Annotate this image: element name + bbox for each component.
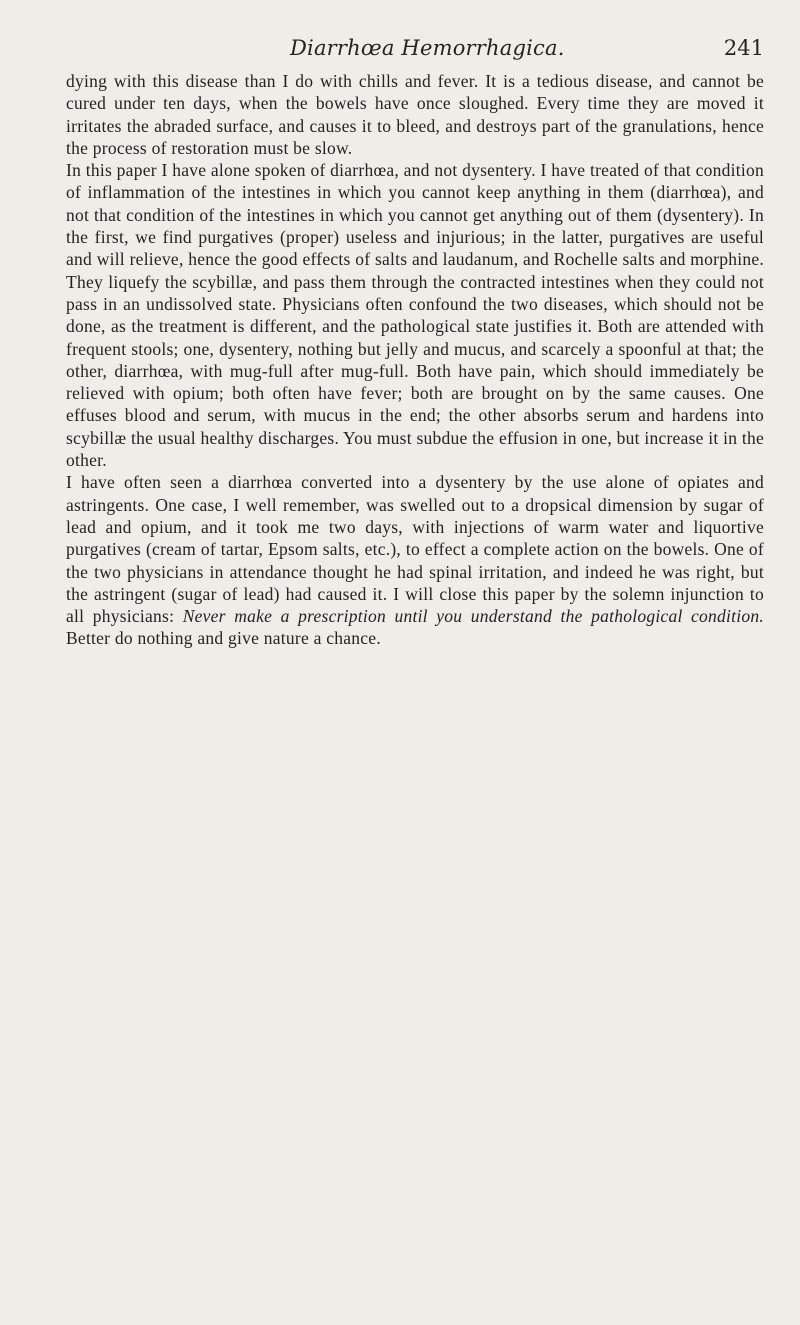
- page-header: [66, 36, 764, 66]
- paragraph-3: [66, 471, 764, 649]
- paragraph-1: dying with this disease than I do with chills and fever. It is a tedious disease, and cannot be cured under ten days, when the bowels have once sloughed. Every time they are moved it irritates the abraded surface, and causes it to bleed, and destroys part of the granulations, hence the process of restoration must be slow.: [66, 71, 764, 158]
- page-number: 241: [723, 36, 764, 60]
- emphasized-injunction: Never make a prescription until you understand the pathological condition.: [182, 606, 765, 627]
- paragraph-3-text: I have often seen a diarrhœa converted into a dysentery by the use alone of opiates and astringents. One case, I well remember, was swelled out to a dropsical dimension by sugar of lead and opium, and it took me two days, with injections of warm water and liquortive purgatives (cream of tartar, Epsom salts, etc.), to effect a complete action on the bowels. One of the two physicians in attendance thought he had spinal irritation, and indeed he was right, but the astringent (sugar of lead) had caused it. I will close this paper by the solemn injunction to all physicians:: [66, 472, 764, 627]
- paragraph-2: In this paper I have alone spoken of diarrhœa, and not dysentery. I have treated of that condition of inflammation of the intestines in which you cannot keep anything in them (diarrhœa), and not that condition of the intestines in which you cannot get anything out of them (dysentery). In the first, we find purgatives (proper) useless and injurious; in the latter, purgatives are useful and will relieve, hence the good effects of salts and laudanum, and Rochelle salts and morphine. They liquefy the scybillæ, and pass them through the contracted intestines when they could not pass in an undissolved state. Physicians often confound the two diseases, which should not be done, as the treatment is different, and the pathological state justifies it. Both are attended with frequent stools; one, dysentery, nothing but jelly and mucus, and scarcely a spoonful at that; the other, diarrhœa, with mug-full after mug-full. Both have pain, which should immediately be relieved with opium; both often have fever; both are brought on by the same causes. One effuses blood and serum, with mucus in the end; the other absorbs serum and hardens into scybillæ the usual healthy discharges. You must subdue the effusion in one, but increase it in the other.: [66, 160, 764, 471]
- paragraph-3-tail: Better do nothing and give nature a chance.: [66, 628, 381, 649]
- body-text: [66, 70, 764, 650]
- running-title: Diarrhœa Hemorrhagica.: [290, 36, 565, 60]
